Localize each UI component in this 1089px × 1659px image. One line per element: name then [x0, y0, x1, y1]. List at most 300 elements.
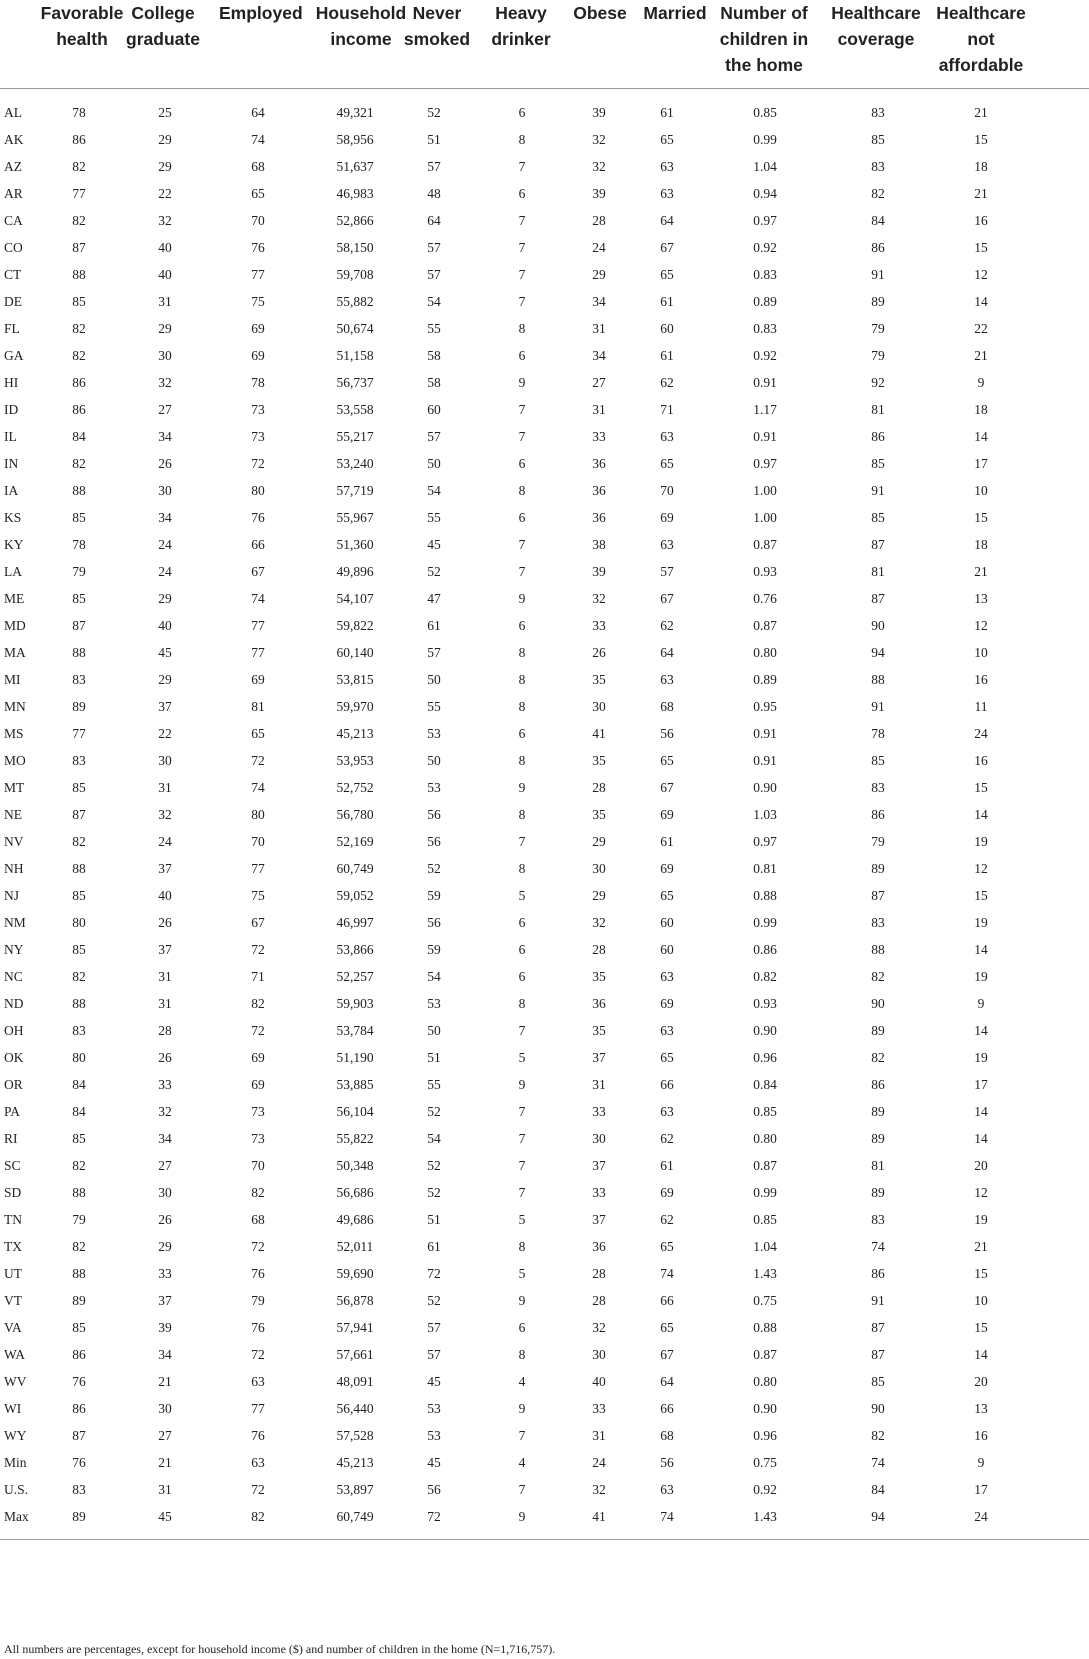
cell-favorable-health: 88: [72, 1266, 86, 1281]
cell-heavy-drinker: 9: [518, 375, 526, 390]
cell-employed: 67: [251, 915, 265, 930]
cell-household-income: 53,897: [336, 1482, 374, 1497]
header-never-smoked: [402, 0, 472, 52]
cell-children-in-home: 0.84: [753, 1077, 777, 1092]
cell-children-in-home: 0.90: [753, 780, 777, 795]
cell-college-graduate: 27: [158, 1158, 172, 1173]
table-row: [0, 450, 1089, 477]
cell-employed: 76: [251, 1320, 265, 1335]
cell-healthcare-coverage: 83: [871, 1212, 885, 1227]
cell-married: 62: [660, 1131, 674, 1146]
table-row: [0, 1395, 1089, 1422]
row-label: DE: [4, 294, 22, 309]
cell-obese: 35: [592, 969, 606, 984]
cell-favorable-health: 83: [72, 672, 86, 687]
row-label: KS: [4, 510, 22, 525]
cell-children-in-home: 0.94: [753, 186, 777, 201]
header-line: children in: [719, 29, 809, 49]
cell-children-in-home: 1.03: [753, 807, 777, 822]
cell-healthcare-not-affordable: 14: [974, 942, 988, 957]
cell-never-smoked: 61: [427, 1239, 441, 1254]
cell-obese: 37: [592, 1050, 606, 1065]
table-row: [0, 180, 1089, 207]
header-line: coverage: [837, 29, 915, 49]
cell-household-income: 55,822: [336, 1131, 374, 1146]
cell-favorable-health: 87: [72, 807, 86, 822]
header-healthcare-not-affordable: [931, 0, 1031, 78]
cell-employed: 72: [251, 942, 265, 957]
cell-obese: 36: [592, 1239, 606, 1254]
cell-household-income: 55,217: [336, 429, 374, 444]
cell-obese: 28: [592, 1266, 606, 1281]
cell-children-in-home: 0.99: [753, 1185, 777, 1200]
cell-healthcare-coverage: 91: [871, 1293, 885, 1308]
table-row: [0, 423, 1089, 450]
cell-college-graduate: 45: [158, 645, 172, 660]
cell-children-in-home: 0.87: [753, 537, 777, 552]
cell-children-in-home: 0.92: [753, 240, 777, 255]
cell-married: 65: [660, 753, 674, 768]
row-label: GA: [4, 348, 24, 363]
cell-household-income: 49,321: [336, 105, 374, 120]
cell-children-in-home: 0.75: [753, 1455, 777, 1470]
table-row: [0, 801, 1089, 828]
table-row: [0, 1071, 1089, 1098]
cell-heavy-drinker: 8: [518, 807, 526, 822]
cell-healthcare-not-affordable: 14: [974, 807, 988, 822]
row-label: U.S.: [4, 1482, 29, 1497]
cell-obese: 30: [592, 1131, 606, 1146]
cell-employed: 74: [251, 780, 265, 795]
cell-heavy-drinker: 8: [518, 861, 526, 876]
cell-married: 61: [660, 105, 674, 120]
cell-heavy-drinker: 8: [518, 699, 526, 714]
cell-heavy-drinker: 8: [518, 645, 526, 660]
cell-college-graduate: 30: [158, 483, 172, 498]
cell-household-income: 46,983: [336, 186, 374, 201]
cell-employed: 78: [251, 375, 265, 390]
cell-employed: 73: [251, 402, 265, 417]
cell-obese: 36: [592, 456, 606, 471]
cell-obese: 32: [592, 132, 606, 147]
header-line: Heavy: [495, 3, 547, 23]
cell-heavy-drinker: 9: [518, 1509, 526, 1524]
row-label: WY: [4, 1428, 27, 1443]
cell-healthcare-coverage: 84: [871, 1482, 885, 1497]
cell-healthcare-not-affordable: 15: [974, 780, 988, 795]
row-label: AK: [4, 132, 24, 147]
cell-favorable-health: 82: [72, 456, 86, 471]
cell-obese: 30: [592, 699, 606, 714]
cell-obese: 24: [592, 1455, 606, 1470]
cell-healthcare-not-affordable: 21: [974, 186, 988, 201]
row-label: MT: [4, 780, 25, 795]
table-row: [0, 342, 1089, 369]
cell-never-smoked: 52: [427, 105, 441, 120]
header-favorable-health: [37, 0, 127, 52]
table-row: [0, 396, 1089, 423]
cell-children-in-home: 1.00: [753, 483, 777, 498]
cell-healthcare-coverage: 87: [871, 1347, 885, 1362]
cell-heavy-drinker: 5: [518, 1266, 526, 1281]
cell-married: 64: [660, 645, 674, 660]
cell-married: 60: [660, 915, 674, 930]
cell-married: 65: [660, 1239, 674, 1254]
cell-college-graduate: 29: [158, 321, 172, 336]
cell-obese: 30: [592, 1347, 606, 1362]
cell-heavy-drinker: 6: [518, 456, 526, 471]
cell-obese: 37: [592, 1158, 606, 1173]
cell-healthcare-not-affordable: 14: [974, 429, 988, 444]
cell-college-graduate: 32: [158, 213, 172, 228]
cell-college-graduate: 22: [158, 186, 172, 201]
cell-children-in-home: 1.43: [753, 1509, 777, 1524]
cell-married: 65: [660, 888, 674, 903]
cell-healthcare-not-affordable: 15: [974, 1266, 988, 1281]
cell-heavy-drinker: 7: [518, 1131, 526, 1146]
cell-college-graduate: 21: [158, 1455, 172, 1470]
cell-healthcare-coverage: 94: [871, 1509, 885, 1524]
table-row: [0, 1341, 1089, 1368]
cell-college-graduate: 34: [158, 1131, 172, 1146]
cell-healthcare-coverage: 89: [871, 1185, 885, 1200]
cell-favorable-health: 79: [72, 1212, 86, 1227]
row-label: MA: [4, 645, 26, 660]
cell-household-income: 51,637: [336, 159, 374, 174]
cell-children-in-home: 0.87: [753, 618, 777, 633]
cell-married: 66: [660, 1077, 674, 1092]
row-label: ME: [4, 591, 25, 606]
cell-favorable-health: 85: [72, 942, 86, 957]
cell-household-income: 51,158: [336, 348, 374, 363]
cell-married: 67: [660, 1347, 674, 1362]
cell-never-smoked: 58: [427, 348, 441, 363]
cell-favorable-health: 82: [72, 834, 86, 849]
cell-never-smoked: 53: [427, 996, 441, 1011]
cell-heavy-drinker: 6: [518, 726, 526, 741]
cell-healthcare-coverage: 82: [871, 1050, 885, 1065]
cell-heavy-drinker: 8: [518, 996, 526, 1011]
cell-household-income: 50,674: [336, 321, 374, 336]
row-label: OR: [4, 1077, 23, 1092]
cell-household-income: 59,708: [336, 267, 374, 282]
cell-obese: 27: [592, 375, 606, 390]
cell-never-smoked: 45: [427, 1455, 441, 1470]
cell-favorable-health: 88: [72, 267, 86, 282]
row-label: NC: [4, 969, 23, 984]
cell-healthcare-not-affordable: 19: [974, 969, 988, 984]
cell-healthcare-not-affordable: 24: [974, 726, 988, 741]
bottom-rule: [0, 1539, 1089, 1540]
cell-married: 66: [660, 1293, 674, 1308]
cell-household-income: 52,169: [336, 834, 374, 849]
row-label: NV: [4, 834, 24, 849]
cell-household-income: 49,686: [336, 1212, 374, 1227]
cell-employed: 67: [251, 564, 265, 579]
cell-employed: 77: [251, 645, 265, 660]
cell-healthcare-coverage: 85: [871, 456, 885, 471]
cell-healthcare-coverage: 83: [871, 780, 885, 795]
cell-healthcare-not-affordable: 21: [974, 348, 988, 363]
row-label: MO: [4, 753, 26, 768]
header-line: College: [131, 3, 195, 23]
cell-healthcare-not-affordable: 18: [974, 159, 988, 174]
cell-never-smoked: 52: [427, 861, 441, 876]
cell-married: 69: [660, 861, 674, 876]
cell-heavy-drinker: 6: [518, 942, 526, 957]
cell-employed: 81: [251, 699, 265, 714]
table-row: [0, 126, 1089, 153]
cell-healthcare-coverage: 81: [871, 564, 885, 579]
cell-married: 65: [660, 456, 674, 471]
cell-children-in-home: 0.83: [753, 267, 777, 282]
row-label: IA: [4, 483, 19, 498]
cell-obese: 28: [592, 780, 606, 795]
cell-college-graduate: 29: [158, 1239, 172, 1254]
cell-married: 60: [660, 321, 674, 336]
cell-college-graduate: 27: [158, 402, 172, 417]
table-row: [0, 1287, 1089, 1314]
cell-favorable-health: 82: [72, 1158, 86, 1173]
cell-obese: 28: [592, 1293, 606, 1308]
cell-children-in-home: 0.83: [753, 321, 777, 336]
cell-children-in-home: 0.96: [753, 1428, 777, 1443]
cell-household-income: 55,882: [336, 294, 374, 309]
cell-children-in-home: 0.82: [753, 969, 777, 984]
cell-college-graduate: 37: [158, 861, 172, 876]
cell-favorable-health: 84: [72, 429, 86, 444]
cell-healthcare-coverage: 87: [871, 888, 885, 903]
cell-healthcare-not-affordable: 18: [974, 402, 988, 417]
cell-college-graduate: 40: [158, 267, 172, 282]
cell-college-graduate: 26: [158, 1212, 172, 1227]
header-line: not: [967, 29, 995, 49]
cell-healthcare-not-affordable: 9: [977, 375, 985, 390]
cell-favorable-health: 82: [72, 213, 86, 228]
cell-healthcare-coverage: 74: [871, 1455, 885, 1470]
cell-never-smoked: 57: [427, 1320, 441, 1335]
cell-never-smoked: 53: [427, 1401, 441, 1416]
row-label: WI: [4, 1401, 22, 1416]
cell-favorable-health: 78: [72, 537, 86, 552]
cell-healthcare-coverage: 86: [871, 1077, 885, 1092]
cell-obese: 34: [592, 294, 606, 309]
row-label: WA: [4, 1347, 25, 1362]
cell-college-graduate: 40: [158, 240, 172, 255]
row-label: TX: [4, 1239, 22, 1254]
cell-children-in-home: 0.86: [753, 942, 777, 957]
cell-college-graduate: 21: [158, 1374, 172, 1389]
cell-healthcare-not-affordable: 12: [974, 618, 988, 633]
cell-healthcare-coverage: 92: [871, 375, 885, 390]
cell-married: 65: [660, 132, 674, 147]
cell-college-graduate: 29: [158, 159, 172, 174]
cell-healthcare-not-affordable: 12: [974, 1185, 988, 1200]
cell-college-graduate: 31: [158, 1482, 172, 1497]
cell-healthcare-coverage: 81: [871, 402, 885, 417]
cell-heavy-drinker: 7: [518, 267, 526, 282]
row-label: AR: [4, 186, 23, 201]
header-line: Favorable: [40, 3, 124, 23]
cell-college-graduate: 32: [158, 1104, 172, 1119]
cell-household-income: 54,107: [336, 591, 374, 606]
table-row: [0, 585, 1089, 612]
cell-favorable-health: 85: [72, 780, 86, 795]
cell-obese: 35: [592, 672, 606, 687]
cell-healthcare-coverage: 88: [871, 672, 885, 687]
cell-obese: 32: [592, 591, 606, 606]
cell-children-in-home: 0.89: [753, 294, 777, 309]
cell-heavy-drinker: 7: [518, 1482, 526, 1497]
table-row: [0, 369, 1089, 396]
cell-household-income: 56,440: [336, 1401, 374, 1416]
cell-children-in-home: 0.80: [753, 1131, 777, 1146]
cell-healthcare-not-affordable: 9: [977, 1455, 985, 1470]
cell-favorable-health: 89: [72, 699, 86, 714]
cell-favorable-health: 89: [72, 1509, 86, 1524]
cell-household-income: 53,558: [336, 402, 374, 417]
cell-employed: 75: [251, 888, 265, 903]
cell-obese: 24: [592, 240, 606, 255]
cell-favorable-health: 82: [72, 1239, 86, 1254]
cell-heavy-drinker: 7: [518, 1158, 526, 1173]
cell-healthcare-not-affordable: 20: [974, 1158, 988, 1173]
cell-healthcare-not-affordable: 20: [974, 1374, 988, 1389]
cell-never-smoked: 56: [427, 915, 441, 930]
cell-never-smoked: 57: [427, 240, 441, 255]
cell-household-income: 58,956: [336, 132, 374, 147]
row-label: SC: [4, 1158, 21, 1173]
cell-never-smoked: 52: [427, 1158, 441, 1173]
cell-favorable-health: 77: [72, 726, 86, 741]
cell-college-graduate: 31: [158, 996, 172, 1011]
cell-children-in-home: 0.85: [753, 105, 777, 120]
cell-never-smoked: 72: [427, 1266, 441, 1281]
cell-household-income: 45,213: [336, 1455, 374, 1470]
cell-favorable-health: 85: [72, 888, 86, 903]
row-label: RI: [4, 1131, 18, 1146]
cell-obese: 35: [592, 753, 606, 768]
cell-household-income: 49,896: [336, 564, 374, 579]
cell-college-graduate: 26: [158, 1050, 172, 1065]
cell-obese: 32: [592, 1482, 606, 1497]
cell-favorable-health: 76: [72, 1374, 86, 1389]
cell-healthcare-coverage: 86: [871, 240, 885, 255]
cell-heavy-drinker: 8: [518, 1239, 526, 1254]
table-row: [0, 1017, 1089, 1044]
cell-employed: 72: [251, 753, 265, 768]
cell-healthcare-coverage: 86: [871, 429, 885, 444]
cell-heavy-drinker: 9: [518, 1293, 526, 1308]
cell-children-in-home: 1.04: [753, 1239, 777, 1254]
cell-household-income: 56,780: [336, 807, 374, 822]
cell-never-smoked: 59: [427, 942, 441, 957]
cell-heavy-drinker: 7: [518, 294, 526, 309]
cell-never-smoked: 50: [427, 456, 441, 471]
cell-household-income: 53,866: [336, 942, 374, 957]
cell-never-smoked: 54: [427, 969, 441, 984]
cell-never-smoked: 51: [427, 1212, 441, 1227]
cell-married: 74: [660, 1509, 674, 1524]
header-household-income: [315, 0, 407, 52]
cell-household-income: 57,528: [336, 1428, 374, 1443]
cell-never-smoked: 53: [427, 1428, 441, 1443]
cell-never-smoked: 60: [427, 402, 441, 417]
cell-household-income: 45,213: [336, 726, 374, 741]
table-row: [0, 504, 1089, 531]
cell-college-graduate: 31: [158, 969, 172, 984]
cell-healthcare-not-affordable: 10: [974, 483, 988, 498]
cell-obese: 36: [592, 510, 606, 525]
row-label: VT: [4, 1293, 22, 1308]
cell-heavy-drinker: 6: [518, 915, 526, 930]
cell-healthcare-coverage: 90: [871, 618, 885, 633]
header-line: graduate: [126, 29, 200, 49]
cell-children-in-home: 0.97: [753, 456, 777, 471]
cell-employed: 73: [251, 1104, 265, 1119]
cell-children-in-home: 0.80: [753, 645, 777, 660]
cell-heavy-drinker: 7: [518, 537, 526, 552]
cell-healthcare-not-affordable: 13: [974, 1401, 988, 1416]
cell-college-graduate: 37: [158, 699, 172, 714]
cell-healthcare-not-affordable: 16: [974, 672, 988, 687]
cell-heavy-drinker: 7: [518, 1023, 526, 1038]
cell-children-in-home: 0.76: [753, 591, 777, 606]
header-line: Employed: [219, 3, 303, 23]
header-line: Never: [412, 3, 462, 23]
cell-healthcare-coverage: 82: [871, 186, 885, 201]
table-row: [0, 909, 1089, 936]
cell-household-income: 59,052: [336, 888, 374, 903]
cell-heavy-drinker: 6: [518, 186, 526, 201]
cell-college-graduate: 29: [158, 132, 172, 147]
header-line: the home: [725, 55, 803, 75]
cell-married: 62: [660, 375, 674, 390]
cell-children-in-home: 0.90: [753, 1401, 777, 1416]
cell-married: 67: [660, 591, 674, 606]
cell-obese: 32: [592, 915, 606, 930]
cell-never-smoked: 55: [427, 321, 441, 336]
cell-married: 62: [660, 1212, 674, 1227]
table-row: [0, 990, 1089, 1017]
cell-healthcare-not-affordable: 13: [974, 591, 988, 606]
cell-college-graduate: 25: [158, 105, 172, 120]
cell-healthcare-coverage: 85: [871, 510, 885, 525]
cell-healthcare-not-affordable: 21: [974, 105, 988, 120]
cell-children-in-home: 0.92: [753, 348, 777, 363]
cell-heavy-drinker: 5: [518, 1050, 526, 1065]
cell-married: 63: [660, 537, 674, 552]
cell-obese: 29: [592, 888, 606, 903]
cell-favorable-health: 85: [72, 591, 86, 606]
cell-obese: 35: [592, 1023, 606, 1038]
cell-household-income: 57,941: [336, 1320, 374, 1335]
cell-college-graduate: 33: [158, 1077, 172, 1092]
header-obese: [570, 0, 630, 26]
cell-healthcare-not-affordable: 14: [974, 1023, 988, 1038]
cell-employed: 74: [251, 591, 265, 606]
cell-employed: 76: [251, 1266, 265, 1281]
cell-college-graduate: 24: [158, 537, 172, 552]
cell-healthcare-not-affordable: 19: [974, 915, 988, 930]
cell-never-smoked: 51: [427, 1050, 441, 1065]
cell-employed: 66: [251, 537, 265, 552]
cell-healthcare-coverage: 84: [871, 213, 885, 228]
cell-employed: 77: [251, 1401, 265, 1416]
cell-favorable-health: 83: [72, 1482, 86, 1497]
cell-college-graduate: 34: [158, 1347, 172, 1362]
cell-household-income: 52,011: [336, 1239, 374, 1254]
